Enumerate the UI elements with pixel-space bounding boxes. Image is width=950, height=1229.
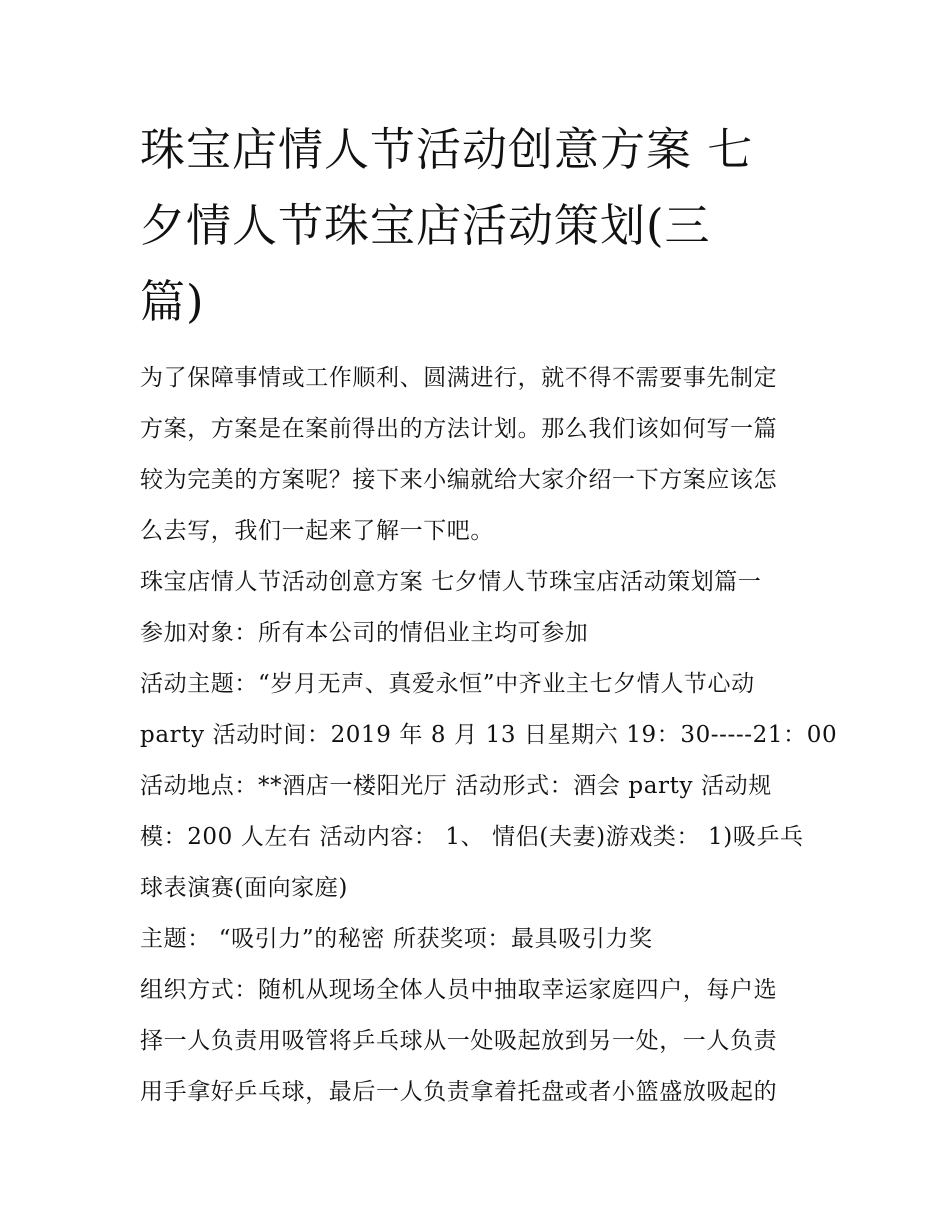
section-heading: 珠宝店情人节活动创意方案 七夕情人节珠宝店活动策划篇一: [140, 569, 762, 595]
title-line: 篇): [140, 275, 205, 328]
body-line: 球表演赛(面向家庭): [140, 875, 348, 901]
body-line: 方案，方案是在案前得出的方法计划。那么我们该如何写一篇: [140, 416, 778, 442]
body-line: 择一人负责用吸管将乒乓球从一处吸起放到另一处，一人负责: [140, 1028, 778, 1054]
document-body: [140, 353, 838, 1118]
body-line: party 活动时间：2019 年 8 月 13 日星期六 19：30-----21：00: [140, 722, 838, 748]
body-line: 模：200 人左右 活动内容： 1、 情侣(夫妻)游戏类： 1)吸乒乓: [140, 824, 804, 850]
title-line: 珠宝店情人节活动创意方案 七: [140, 123, 754, 176]
body-line: 组织方式：随机从现场全体人员中抽取幸运家庭四户，每户选: [140, 977, 778, 1003]
document-title: [140, 112, 820, 340]
body-line: 活动主题：“岁月无声、真爱永恒”中齐业主七夕情人节心动: [140, 671, 755, 697]
body-line: 么去写，我们一起来了解一下吧。: [140, 518, 494, 544]
title-line: 夕情人节珠宝店活动策划(三: [140, 199, 711, 252]
body-line: 较为完美的方案呢？接下来小编就给大家介绍一下方案应该怎: [140, 467, 778, 493]
body-line: 参加对象：所有本公司的情侣业主均可参加: [140, 620, 589, 646]
body-line: 活动地点：**酒店一楼阳光厅 活动形式：酒会 party 活动规: [140, 773, 772, 799]
body-line: 用手拿好乒乓球，最后一人负责拿着托盘或者小篮盛放吸起的: [140, 1079, 778, 1105]
body-line: 主题： “吸引力”的秘密 所获奖项：最具吸引力奖: [140, 926, 653, 952]
body-line: 为了保障事情或工作顺利、圆满进行，就不得不需要事先制定: [140, 365, 778, 391]
